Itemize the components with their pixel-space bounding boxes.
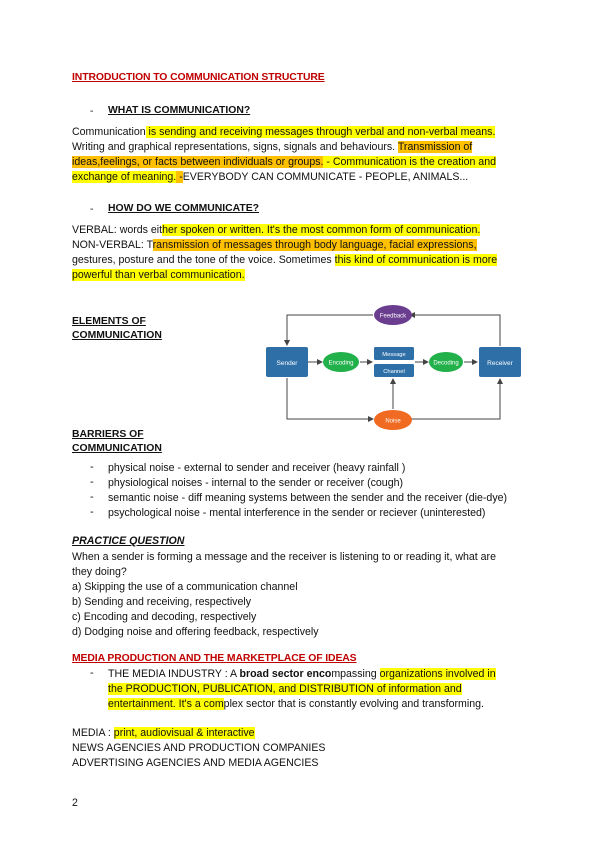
s1-line2-a: Writing and graphical representations, signs, signals and behaviours. [72,141,398,153]
s1-line3-b: - Communication is the creation and [323,156,496,168]
practice-question-line1: When a sender is forming a message and the receiver is listening to or reading it, what are [72,551,496,563]
media-line1 [108,667,496,682]
media-types [72,726,255,741]
barriers-heading [72,428,162,456]
noise-oval [374,410,412,430]
s2-line1 [72,223,480,238]
media-agencies-2: ADVERTISING AGENCIES AND MEDIA AGENCIES [72,757,319,769]
media-line1-d: organizations involved in [379,668,496,680]
message-label: Message [382,352,406,358]
s2-line3-a: gestures, posture and the tone of the voice. Sometimes [72,254,335,266]
barrier-item-3: semantic noise - diff meaning systems between the sender and the receiver (die-dye) [108,492,508,504]
practice-option-d: d) Dodging noise and offering feedback, respectively [72,626,319,638]
media-line3 [108,697,484,712]
s1-line2-b: Transmission of [397,141,473,153]
media-line3-b: plex sector that is constantly evolving and transforming. [223,698,484,710]
s1-line3-a: ideas,feelings, or facts between individuals or groups. [72,156,324,168]
barriers-heading-line2: COMMUNICATION [72,443,162,454]
noise-arrow-in [287,378,373,419]
media-line2-a: the PRODUCTION, PUBLICATION, and DISTRIBUTION [108,683,377,695]
encoding-label: Encoding [328,360,354,367]
s1-line4-c: EVERYBODY CAN COMMUNICATE - PEOPLE, ANIMALS... [182,171,469,183]
receiver-label: Receiver [487,360,513,367]
s2-line2-b: ransmission of messages through body language, facial expressions, [152,239,477,251]
decoding-oval [429,352,463,372]
elements-heading-line1: ELEMENTS OF [72,316,146,327]
media-line2-b: of information and [376,683,462,695]
sender-label: Sender [276,360,298,367]
noise-arrow-out [410,379,500,419]
s2-line2 [72,238,477,253]
media-heading: MEDIA PRODUCTION AND THE MARKETPLACE OF IDEAS [72,653,357,664]
media-line2 [108,682,462,697]
page-number: 2 [72,797,78,809]
practice-question-line2: they doing? [72,566,127,578]
media-types-value: print, audiovisual & interactive [113,727,255,739]
s1-line1-a: Communication [72,126,146,138]
message-box [374,347,414,360]
feedback-arrow-out [287,315,373,345]
media-line1-b: broad sector enco [239,668,332,680]
receiver-box [479,347,521,377]
media-bullet: - [90,667,94,679]
barriers-heading-line1: BARRIERS OF [72,429,144,440]
feedback-label: Feedback [379,313,407,320]
s1-line1 [72,125,495,140]
barrier-bullet-3: - [90,491,94,503]
feedback-arrow-in [410,315,500,346]
practice-option-a: a) Skipping the use of a communication channel [72,581,298,593]
practice-heading: PRACTICE QUESTION [72,535,185,547]
practice-option-b: b) Sending and receiving, respectively [72,596,252,608]
noise-label: Noise [385,418,401,425]
media-types-label: MEDIA : [72,727,114,739]
s2-bullet: - [90,204,94,215]
barrier-bullet-2: - [90,476,94,488]
channel-label: Channel [383,369,405,375]
media-agencies-1: NEWS AGENCIES AND PRODUCTION COMPANIES [72,742,326,754]
s2-line3 [72,253,497,268]
elements-heading [72,315,162,343]
barrier-bullet-4: - [90,506,94,518]
s1-line4-b: - [176,171,183,183]
page-title: INTRODUCTION TO COMMUNICATION STRUCTURE [72,72,325,83]
s2-line4-a: powerful than verbal communication. [72,269,245,281]
s1-line1-b: is sending and receiving messages through verbal and non-verbal means. [145,126,496,138]
s1-line4 [72,170,468,185]
s1-bullet: - [90,106,94,117]
sender-box [266,347,308,377]
encoding-oval [323,352,359,372]
barrier-item-4: psychological noise - mental interference in the sender or reciever (uninterested) [108,507,486,519]
s1-line3 [72,155,496,170]
decoding-label: Decoding [433,360,459,367]
communication-diagram [260,300,528,434]
barrier-bullet-1: - [90,461,94,473]
s2-line1-b: her spoken or written. It's the most common form of communication. [162,224,481,236]
channel-box [374,364,414,377]
media-line3-a: entertainment. It's a com [108,698,224,710]
barrier-item-2: physiological noises - internal to the sender or receiver (cough) [108,477,404,489]
media-line1-a: THE MEDIA INDUSTRY : A [108,668,240,680]
feedback-oval [374,305,412,325]
practice-option-c: c) Encoding and decoding, respectively [72,611,257,623]
media-line1-c: mpassing [331,668,380,680]
s2-heading: HOW DO WE COMMUNICATE? [108,203,260,214]
elements-heading-line2: COMMUNICATION [72,330,162,341]
s2-line4 [72,268,245,283]
s2-line2-a: NON-VERBAL: T [72,239,153,251]
s1-heading: WHAT IS COMMUNICATION? [108,105,251,116]
s2-line1-a: VERBAL: words eit [72,224,163,236]
barrier-item-1: physical noise - external to sender and receiver (heavy rainfall ) [108,462,406,474]
s1-line2 [72,140,472,155]
s2-line3-b: this kind of communication is more [334,254,498,266]
s1-line4-a: exchange of meaning. [72,171,177,183]
